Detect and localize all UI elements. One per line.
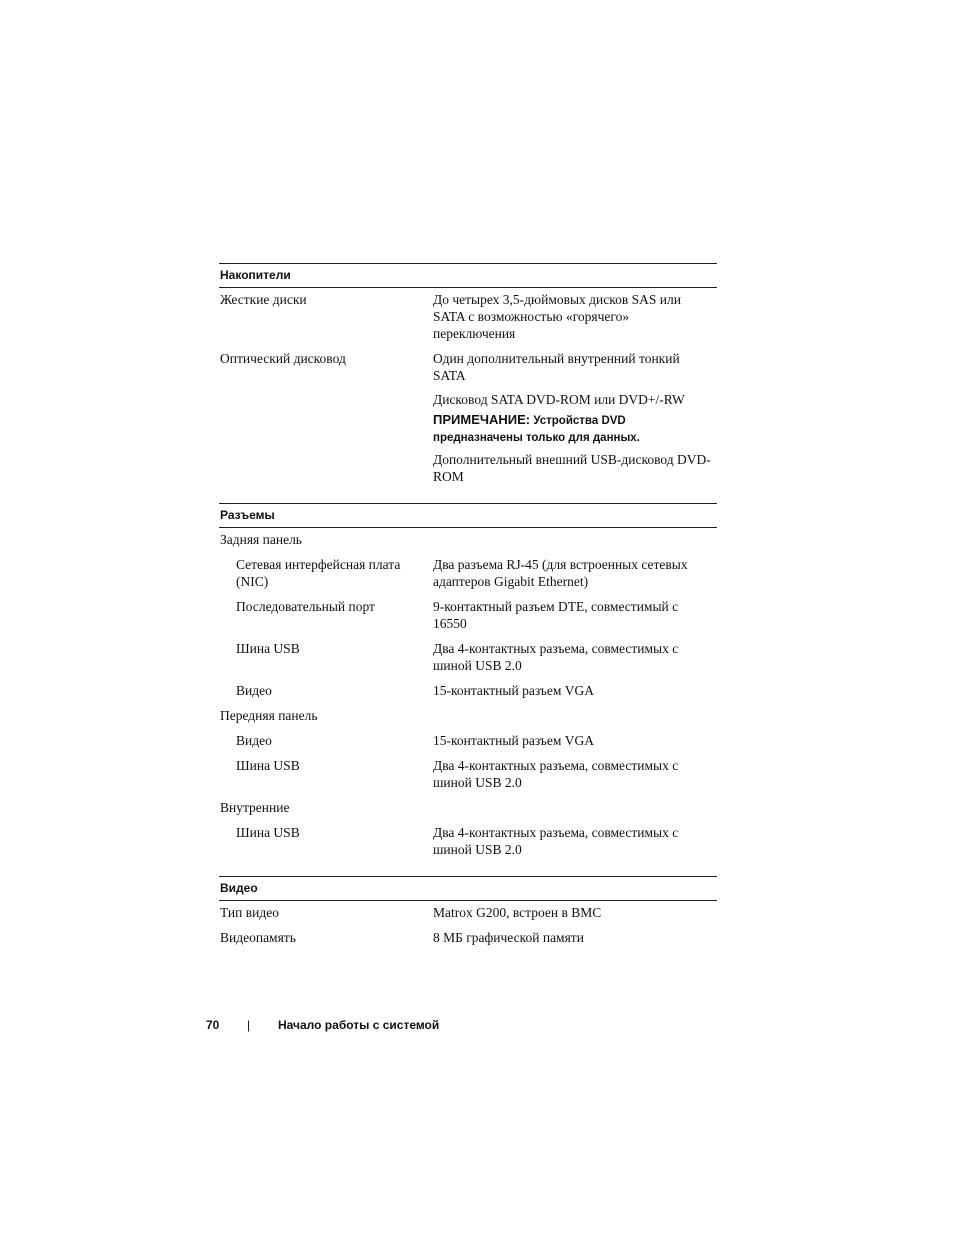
page-number: 70 bbox=[206, 1018, 220, 1032]
front-usb-label: Шина USB bbox=[236, 758, 300, 773]
front-usb-value: Два 4-контактных разъема, совместимых с шиной USB 2.0 bbox=[433, 758, 679, 790]
optical-label: Оптический дисковод bbox=[220, 351, 346, 366]
optical-value-3: Дополнительный внешний USB-дисковод DVD-ROM bbox=[433, 452, 711, 484]
hdd-value: До четырех 3,5-дюймовых дисков SAS или SATA с возможностью «горячего» переключения bbox=[433, 292, 681, 341]
internal-label: Внутренние bbox=[220, 800, 290, 815]
rear-usb-value: Два 4-контактных разъема, совместимых с шиной USB 2.0 bbox=[433, 641, 679, 673]
video-type-value: Matrox G200, встроен в BMC bbox=[433, 905, 602, 920]
rear-panel-label: Задняя панель bbox=[220, 532, 302, 547]
optical-value-1: Один дополнительный внутренний тонкий SATA bbox=[433, 351, 680, 383]
rear-serial-label: Последовательный порт bbox=[236, 599, 375, 614]
optical-value-2: Дисковод SATA DVD-ROM или DVD+/-RW bbox=[433, 392, 685, 407]
internal-usb-value: Два 4-контактных разъема, совместимых с шиной USB 2.0 bbox=[433, 825, 679, 857]
section-heading-video: Видео bbox=[219, 876, 717, 901]
rear-nic-value: Два разъема RJ-45 (для встроенных сетевых адаптеров Gigabit Ethernet) bbox=[433, 557, 688, 589]
front-panel-label: Передняя панель bbox=[220, 708, 318, 723]
hdd-label: Жесткие диски bbox=[220, 292, 307, 307]
internal-usb-label: Шина USB bbox=[236, 825, 300, 840]
rear-video-label: Видео bbox=[236, 683, 272, 698]
note-label: ПРИМЕЧАНИЕ: bbox=[433, 412, 531, 427]
video-memory-label: Видеопамять bbox=[220, 930, 296, 945]
rear-nic-label: Сетевая интерфейсная плата (NIC) bbox=[236, 557, 401, 589]
section-heading-storage: Накопители bbox=[219, 263, 717, 288]
section-heading-connectors: Разъемы bbox=[219, 503, 717, 528]
footer-title: Начало работы с системой bbox=[278, 1018, 440, 1032]
front-video-value: 15-контактный разъем VGA bbox=[433, 733, 595, 748]
rear-serial-value: 9-контактный разъем DTE, совместимый с 16550 bbox=[433, 599, 679, 631]
rear-usb-label: Шина USB bbox=[236, 641, 300, 656]
note-block bbox=[433, 411, 713, 447]
note-text: Устройства DVD предназначены только для данных. bbox=[433, 415, 640, 444]
footer-separator: | bbox=[247, 1018, 251, 1032]
video-memory-value: 8 МБ графической памяти bbox=[433, 930, 584, 945]
rear-video-value: 15-контактный разъем VGA bbox=[433, 683, 595, 698]
video-type-label: Тип видео bbox=[220, 905, 279, 920]
front-video-label: Видео bbox=[236, 733, 272, 748]
